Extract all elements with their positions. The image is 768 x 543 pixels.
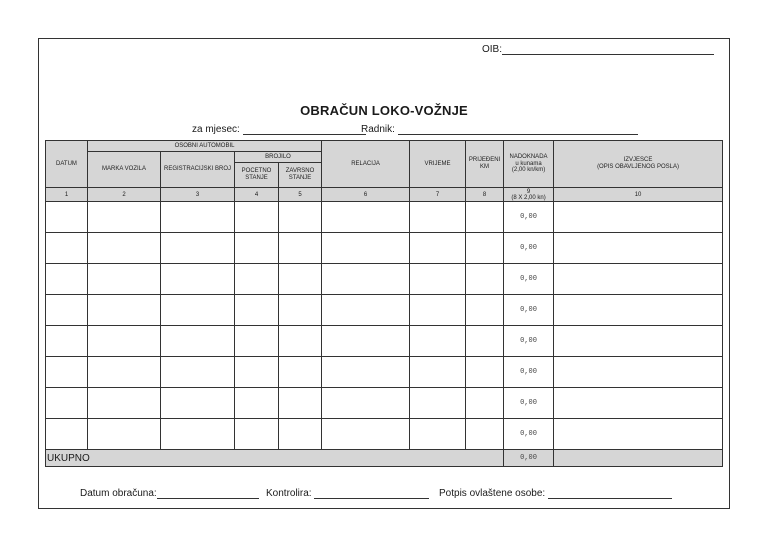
entry-cell[interactable] [410, 419, 466, 450]
entry-cell[interactable] [235, 388, 279, 419]
entry-cell[interactable] [279, 295, 322, 326]
col-number-9-main: 9 [526, 188, 531, 195]
total-label: UKUPNO [46, 450, 504, 467]
entry-cell[interactable] [161, 264, 235, 295]
total-empty [554, 450, 723, 467]
entry-cell[interactable] [235, 202, 279, 233]
entry-cell[interactable] [279, 388, 322, 419]
amount-cell[interactable]: 0,00 [504, 264, 554, 295]
oib-field[interactable] [482, 44, 714, 55]
table-row [46, 357, 723, 388]
entry-cell[interactable] [410, 264, 466, 295]
entry-cell[interactable] [235, 357, 279, 388]
entry-cell[interactable] [88, 264, 161, 295]
entry-cell[interactable] [88, 326, 161, 357]
oib-label: OIB: [482, 44, 503, 55]
signature-label: Potpis ovlaštene osobe: [439, 488, 546, 499]
entry-cell[interactable] [466, 233, 504, 264]
entry-cell[interactable] [88, 419, 161, 450]
col-number-9-sub: (8 X 2,00 kn) [511, 194, 546, 201]
entry-cell[interactable] [161, 357, 235, 388]
entry-cell[interactable] [554, 233, 723, 264]
entry-cell[interactable] [466, 295, 504, 326]
entry-cell[interactable] [46, 388, 88, 419]
entry-cell[interactable] [88, 388, 161, 419]
amount-cell[interactable]: 0,00 [504, 326, 554, 357]
col-marka-header: MARKA VOZILA [88, 152, 161, 188]
table-row [46, 202, 723, 233]
date-field[interactable] [80, 488, 259, 499]
entry-cell[interactable] [466, 326, 504, 357]
entry-cell[interactable] [466, 264, 504, 295]
control-line [314, 498, 429, 499]
col-reg-header: REGISTRACIJSKI BROJ [161, 152, 235, 188]
entry-cell[interactable] [410, 388, 466, 419]
entry-cell[interactable] [554, 388, 723, 419]
table-row [46, 388, 723, 419]
col-naknada-header [504, 141, 554, 188]
entry-cell[interactable] [235, 326, 279, 357]
col-number: 1 [46, 188, 88, 202]
entry-cell[interactable] [88, 202, 161, 233]
amount-cell[interactable]: 0,00 [504, 202, 554, 233]
col-number: 8 [466, 188, 504, 202]
izvjesce-line-2: (OPIS OBAVLJENOG POSLA) [597, 164, 679, 170]
col-number: 5 [279, 188, 322, 202]
oib-line [502, 54, 714, 55]
entry-cell[interactable] [466, 202, 504, 233]
table-row [46, 295, 723, 326]
entry-cell[interactable] [554, 264, 723, 295]
entry-cell[interactable] [279, 326, 322, 357]
entry-cell[interactable] [161, 202, 235, 233]
entry-cell[interactable] [46, 295, 88, 326]
table-row [46, 326, 723, 357]
col-number: 6 [322, 188, 410, 202]
vehicle-group-header: OSOBNI AUTOMOBIL [88, 141, 322, 152]
entry-cell[interactable] [410, 233, 466, 264]
col-number-9 [504, 188, 554, 202]
col-km-header: PRIJEĐENI KM [466, 141, 504, 188]
entry-cell[interactable] [235, 295, 279, 326]
col-number: 4 [235, 188, 279, 202]
col-pocetno-header: POCETNO STANJE [235, 163, 279, 188]
entry-cell[interactable] [322, 419, 410, 450]
entry-cell[interactable] [235, 233, 279, 264]
col-izvjesce-header [554, 141, 723, 188]
entry-cell[interactable] [46, 419, 88, 450]
control-field[interactable] [266, 488, 429, 499]
entry-cell[interactable] [554, 326, 723, 357]
entry-cell[interactable] [46, 202, 88, 233]
entry-cell[interactable] [161, 388, 235, 419]
col-datum-header: DATUM [46, 141, 88, 188]
entry-cell[interactable] [322, 202, 410, 233]
entry-cell[interactable] [279, 202, 322, 233]
table-row [46, 233, 723, 264]
naknada-line-3: (2,00 kn/km) [511, 167, 546, 174]
control-label: Kontrolira: [266, 488, 312, 499]
worker-line [398, 134, 638, 135]
entry-cell[interactable] [554, 295, 723, 326]
entry-cell[interactable] [322, 264, 410, 295]
col-number: 7 [410, 188, 466, 202]
date-label: Datum obračuna: [80, 488, 157, 499]
entry-cell[interactable] [554, 202, 723, 233]
entry-cell[interactable] [46, 233, 88, 264]
signature-line [548, 498, 672, 499]
col-number: 2 [88, 188, 161, 202]
entry-cell[interactable] [46, 264, 88, 295]
amount-cell[interactable]: 0,00 [504, 233, 554, 264]
month-line [243, 134, 366, 135]
izvjesce-line-1: IZVJESCE [623, 157, 653, 164]
col-number: 3 [161, 188, 235, 202]
worker-field[interactable] [361, 124, 638, 135]
entry-cell[interactable] [279, 419, 322, 450]
naknada-line-2: u kunama [515, 160, 542, 167]
entry-cell[interactable] [322, 295, 410, 326]
entry-cell[interactable] [466, 419, 504, 450]
worker-label: Radnik: [361, 124, 395, 135]
entry-cell[interactable] [410, 357, 466, 388]
entry-cell[interactable] [322, 326, 410, 357]
table-row [46, 419, 723, 450]
entry-cell[interactable] [410, 326, 466, 357]
amount-cell[interactable]: 0,00 [504, 419, 554, 450]
entry-cell[interactable] [410, 295, 466, 326]
total-amount: 0,00 [504, 450, 554, 467]
entry-cell[interactable] [161, 295, 235, 326]
entry-cell[interactable] [279, 233, 322, 264]
col-number: 10 [554, 188, 723, 202]
entry-cell[interactable] [279, 357, 322, 388]
amount-cell[interactable]: 0,00 [504, 388, 554, 419]
entry-cell[interactable] [161, 419, 235, 450]
amount-cell[interactable]: 0,00 [504, 357, 554, 388]
signature-field[interactable] [439, 488, 672, 499]
entry-cell[interactable] [88, 357, 161, 388]
entry-cell[interactable] [46, 357, 88, 388]
entry-cell[interactable] [322, 357, 410, 388]
entry-cell[interactable] [161, 233, 235, 264]
entry-cell[interactable] [235, 419, 279, 450]
odometer-group-header: BROJILO [235, 152, 322, 163]
entry-cell[interactable] [161, 326, 235, 357]
entry-cell[interactable] [466, 357, 504, 388]
entry-cell[interactable] [322, 233, 410, 264]
col-relacija-header: RELACIJA [322, 141, 410, 188]
entry-cell[interactable] [410, 202, 466, 233]
entry-cell[interactable] [88, 295, 161, 326]
entry-cell[interactable] [322, 388, 410, 419]
entry-cell[interactable] [235, 264, 279, 295]
entry-cell[interactable] [554, 357, 723, 388]
entry-cell[interactable] [88, 233, 161, 264]
form-title: OBRAČUN LOKO-VOŽNJE [300, 103, 468, 118]
entry-cell[interactable] [554, 419, 723, 450]
naknada-line-1: NADOKNADA [509, 153, 548, 160]
entry-cell[interactable] [279, 264, 322, 295]
entry-cell[interactable] [466, 388, 504, 419]
amount-cell[interactable]: 0,00 [504, 295, 554, 326]
date-line [157, 498, 259, 499]
table-row [46, 264, 723, 295]
entry-cell[interactable] [46, 326, 88, 357]
month-label: za mjesec: [192, 124, 240, 135]
col-zavrsno-header: ZAVRSNO STANJE [279, 163, 322, 188]
col-vrijeme-header: VRIJEME [410, 141, 466, 188]
month-field[interactable] [192, 124, 366, 135]
trip-table [45, 140, 723, 467]
